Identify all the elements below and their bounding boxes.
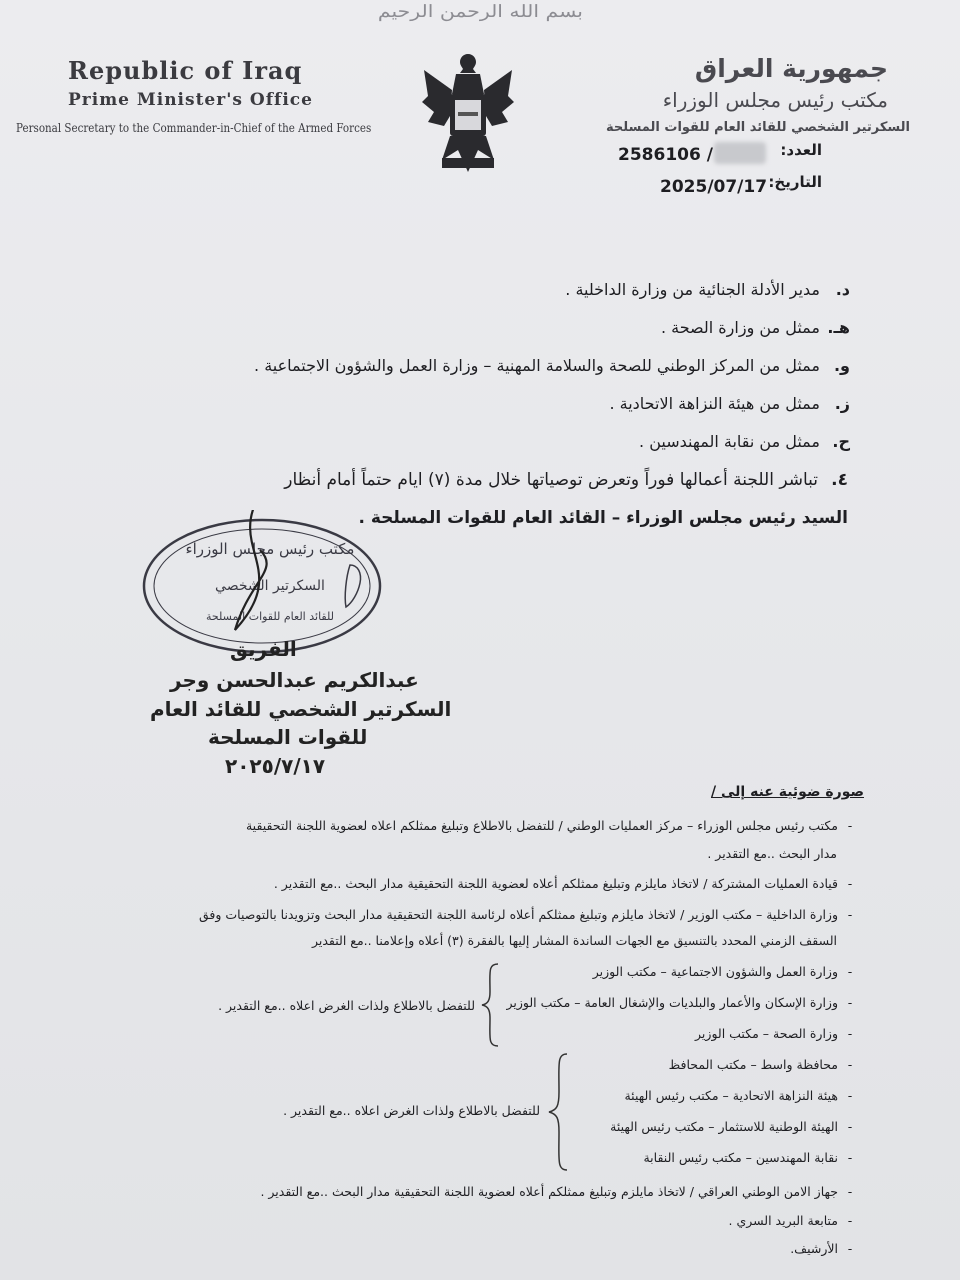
signatory-position-2: للقوات المسلحة — [208, 725, 368, 749]
group2-brace — [545, 1052, 571, 1172]
english-title: Republic of Iraq — [68, 56, 303, 85]
cc-group2-item: -محافظة واسط – مكتب المحافظ — [668, 1057, 853, 1072]
paragraph-4-continued: السيد رئيس مجلس الوزراء – القائد العام للقوات المسلحة . — [358, 508, 848, 528]
cc-group2-item: -الهيئة الوطنية للاستثمار – مكتب رئيس الهيئة — [610, 1119, 853, 1134]
cc-group1-item: -وزارة العمل والشؤون الاجتماعية – مكتب الوزير — [592, 964, 853, 979]
cc-entry: -مكتب رئيس مجلس الوزراء – مركز العمليات الوطني / للتفضل بالاطلاع وتبليغ ممثلكم اعلاه لعضوية اللجنة التحقيقية — [245, 818, 853, 833]
list-item: د.مدير الأدلة الجنائية من وزارة الداخلية . — [565, 280, 850, 299]
arabic-secretary: السكرتير الشخصي للقائد العام للقوات المسلحة — [606, 120, 910, 135]
cc-group1-item: -وزارة الصحة – مكتب الوزير — [695, 1026, 853, 1041]
english-office: Prime Minister's Office — [68, 90, 313, 110]
signatory-position: السكرتير الشخصي للقائد العام — [150, 697, 452, 721]
cc-entry: -جهاز الامن الوطني العراقي / لاتخاذ مايلزم وتبليغ ممثلكم أعلاه لعضوية اللجنة التحقيقية مدار البحث ..مع التقدير . — [260, 1184, 853, 1199]
cc-entry-continued: السقف الزمني المحدد بالتنسيق مع الجهات الساندة المشار إليها بالفقرة (٣) أعلاه وإعلامنا ..مع التقدير — [312, 933, 837, 948]
iraq-eagle-emblem-icon — [420, 50, 516, 180]
signatory-rank: الفريق — [230, 637, 297, 661]
cc-entry: -وزارة الداخلية – مكتب الوزير / لاتخاذ مايلزم وتبليغ ممثلكم أعلاه لرئاسة اللجنة التحقيقية مدار البحث وتزويدنا بالتوصيات وفق — [198, 907, 853, 922]
signatory-name: عبدالكريم عبدالحسن وجر — [170, 668, 419, 692]
cc-group2-item: -نقابة المهندسين – مكتب رئيس النقابة — [643, 1150, 853, 1165]
redacted-reference — [714, 142, 766, 164]
reference-label: العدد: — [780, 141, 822, 159]
group1-brace — [478, 962, 502, 1048]
signature-date: ٢٠٢٥/٧/١٧ — [225, 754, 326, 778]
list-item: هـ.ممثل من وزارة الصحة . — [660, 318, 850, 337]
reference-number: 2586106 / — [618, 145, 713, 165]
date-value: 2025/07/17 — [660, 177, 768, 197]
stamp-line2: السكرتير الشخصي — [215, 578, 325, 594]
list-item: ز.ممثل من هيئة النزاهة الاتحادية . — [609, 394, 850, 413]
english-secretary: Personal Secretary to the Commander-in-Chief of the Armed Forces — [16, 121, 372, 135]
cc-entry: -قيادة العمليات المشتركة / لاتخاذ مايلزم وتبليغ ممثلكم أعلاه لعضوية اللجنة التحقيقية مدار البحث ..مع التقدير . — [273, 876, 853, 891]
cc-entry: -الأرشيف. — [790, 1241, 853, 1256]
cc-group2-item: -هيئة النزاهة الاتحادية – مكتب رئيس الهيئة — [624, 1088, 853, 1103]
list-item: و.ممثل من المركز الوطني للصحة والسلامة المهنية – وزارة العمل والشؤون الاجتماعية . — [254, 356, 850, 375]
arabic-republic-title: جمهورية العراق — [694, 54, 888, 83]
cc-heading: صورة ضوئية عنه إلى / — [711, 784, 864, 800]
stamp-line3: للقائد العام للقوات المسلحة — [206, 610, 334, 623]
stamp-line1: مكتب رئيس مجلس الوزراء — [185, 540, 355, 558]
group2-note: للتفضل بالاطلاع ولذات الغرض اعلاه ..مع التقدير . — [283, 1103, 540, 1118]
basmala: بسم الله الرحمن الرحيم — [377, 2, 583, 22]
cc-entry-continued: مدار البحث ..مع التقدير . — [707, 846, 837, 861]
cc-entry: -متابعة البريد السري . — [728, 1213, 853, 1228]
list-item: ح.ممثل من نقابة المهندسين . — [639, 432, 850, 451]
paragraph-4: ٤.تباشر اللجنة أعمالها فوراً وتعرض توصياتها خلال مدة (٧) ايام حتماً أمام أنظار — [284, 470, 848, 490]
cc-group1-item: -وزارة الإسكان والأعمار والبلديات والإشغال العامة – مكتب الوزير — [506, 995, 853, 1010]
date-label: التاريخ: — [768, 173, 822, 191]
group1-note: للتفضل بالاطلاع ولذات الغرض اعلاه ..مع التقدير . — [218, 998, 475, 1013]
arabic-office: مكتب رئيس مجلس الوزراء — [662, 88, 888, 112]
